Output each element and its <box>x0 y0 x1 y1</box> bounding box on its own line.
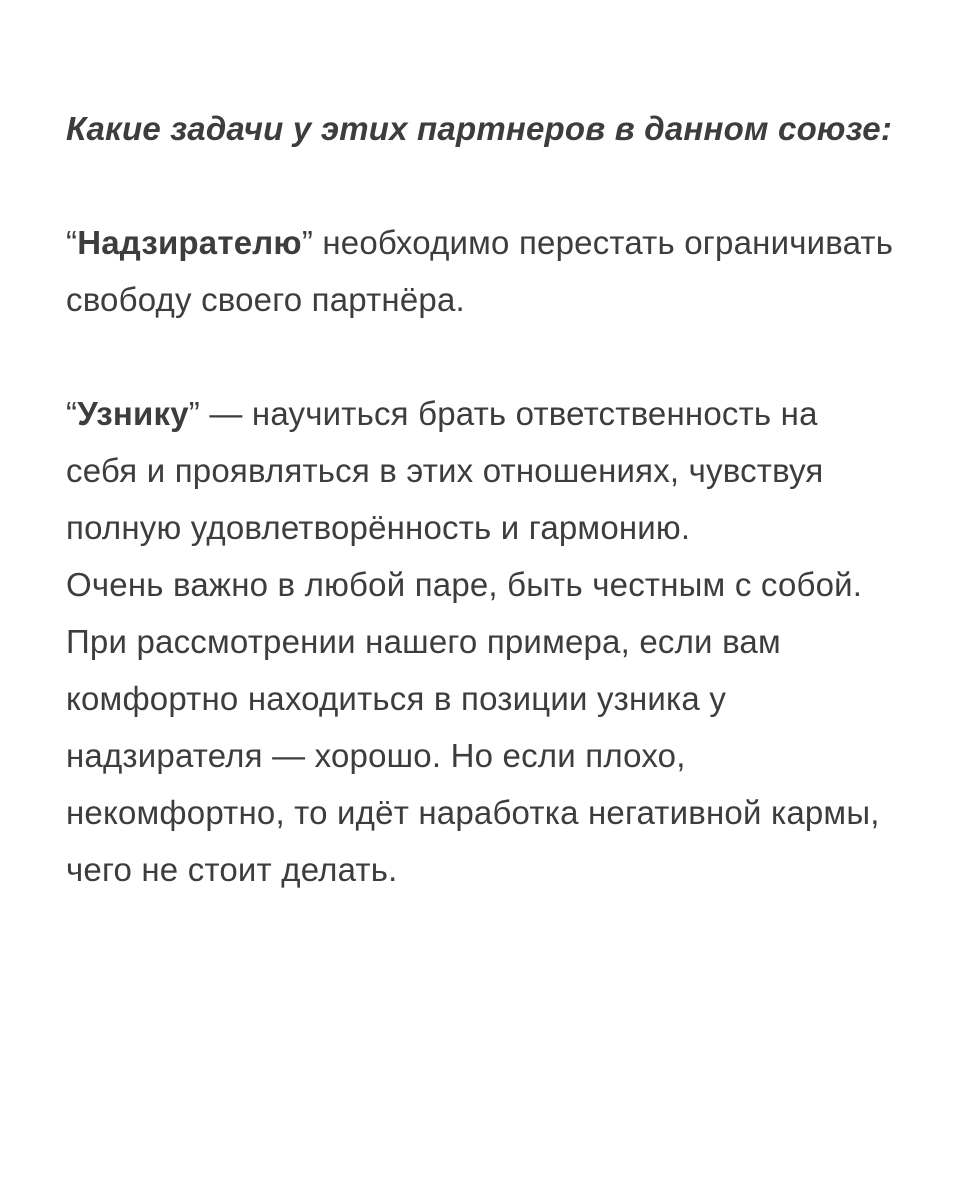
spacer <box>66 328 896 385</box>
spacer <box>66 157 896 214</box>
prisoner-text: — научиться брать ответственность на себя и проявляться в этих отношениях, чувствуя полную удовлетворённость и гармонию. <box>66 395 824 546</box>
prisoner-paragraph <box>66 385 896 556</box>
overseer-paragraph <box>66 214 896 328</box>
article-body <box>66 100 896 898</box>
section-heading: Какие задачи у этих партнеров в данном союзе: <box>66 110 893 147</box>
honesty-paragraph: Очень важно в любой паре, быть честным с собой. При рассмотрении нашего примера, если вам комфортно находиться в позиции узника у надзирателя — хорошо. Но если плохо, некомфортно, то идёт наработка негативной кармы, чего не стоит делать. <box>66 566 880 888</box>
open-quote: “ <box>66 395 78 432</box>
overseer-text: необходимо перестать ограничивать свободу своего партнёра. <box>66 224 894 318</box>
open-quote: “ <box>66 224 78 261</box>
overseer-term: Надзирателю <box>77 224 302 261</box>
prisoner-term: Узнику <box>77 395 189 432</box>
close-quote: ” <box>301 224 314 261</box>
close-quote: ” <box>188 395 200 432</box>
